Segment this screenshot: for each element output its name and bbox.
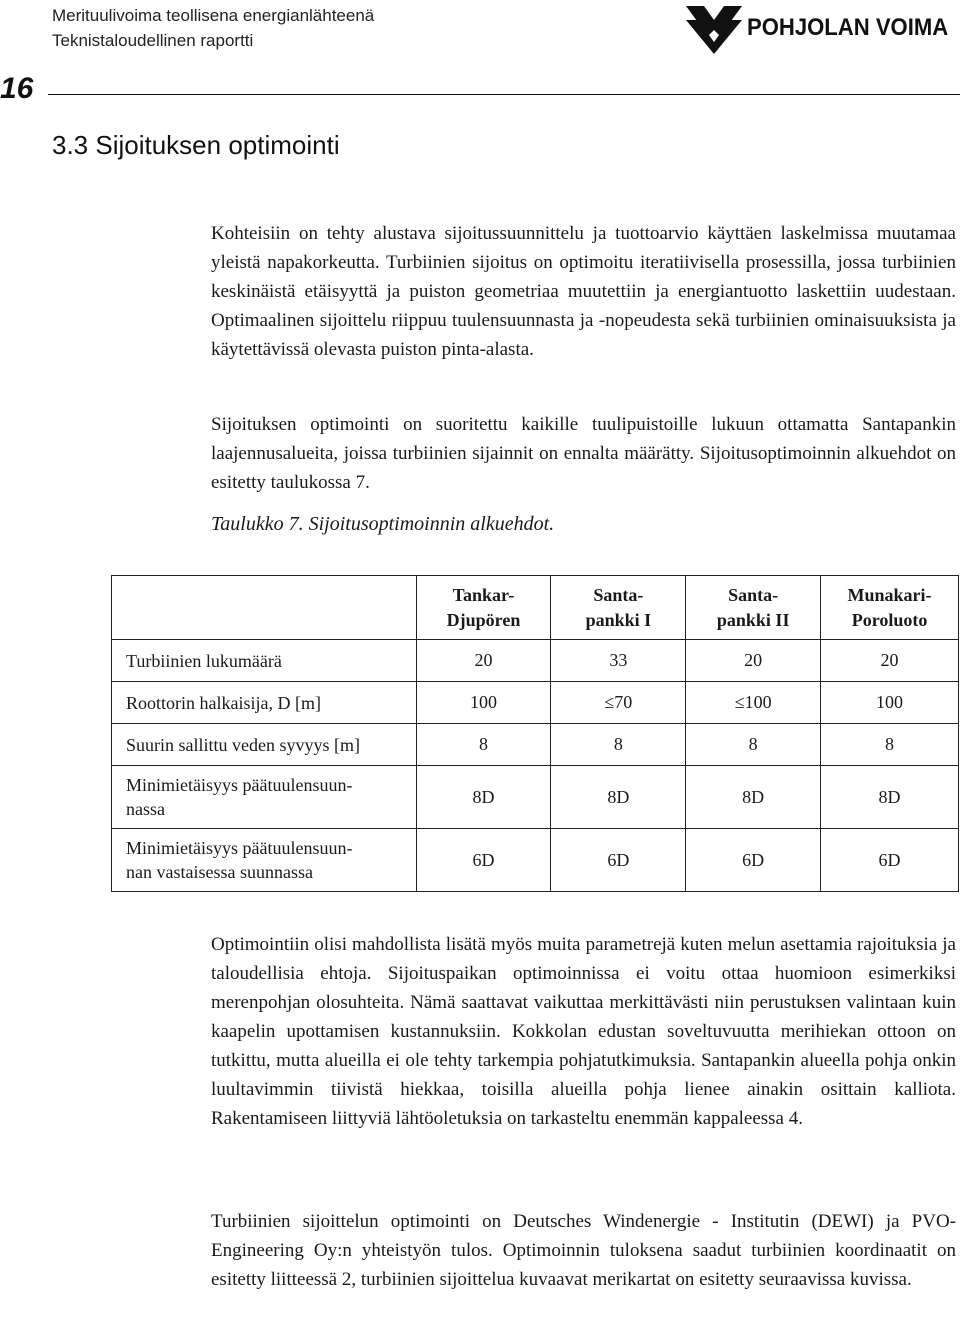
header-report-subtitle: Teknistaloudellinen raportti [52,31,254,50]
table-cell: 20 [686,640,821,682]
table-cell: 100 [821,682,959,724]
page-number: 16 [0,72,34,105]
table-header-row [112,576,959,640]
table-cell: 100 [416,682,551,724]
row-label: Suurin sallittu veden syvyys [m] [112,724,417,766]
table-cell: 8 [686,724,821,766]
table-cell: 20 [416,640,551,682]
column-header: Santa- pankki I [551,576,686,640]
column-header: Munakari- Poroluoto [821,576,959,640]
table-row [112,640,959,682]
header-rule [48,94,960,95]
row-label: Roottorin halkaisija, D [m] [112,682,417,724]
table-cell: 6D [416,829,551,892]
table-row [112,682,959,724]
table-row [112,724,959,766]
paragraph-other-parameters: Optimointiin olisi mahdollista lisätä myös muita parametrejä kuten melun asettamia rajoituksia ja taloudellisia ehtoja. Sijoituspaikan optimoinnissa ei voitu ottaa huomioon esimerkiksi merenpohjan olosuhteita. Nämä saattavat vaikuttaa merkittävästi niin perustuksen valintaan kuin kaapelin upottamisen kustannuksiin. Kokkolan edustan soveltuvuutta merihiekan ottoon on tutkittu, mutta alueilla ei ole tehty tarkempia pohjatutkimuksia. Santapankin alueella pohja onkin luultavimmin tiivistä hiekkaa, toisilla alueilla pohja lienee ainakin osittain kalliota. Rakentamiseen liittyviä lähtöoletuksia on tarkasteltu enemmän kappaleessa 4. [211,934,956,1129]
table-cell: 33 [551,640,686,682]
column-header: Tankar- Djupören [416,576,551,640]
table-cell: 20 [821,640,959,682]
table-caption: Taulukko 7. Sijoitusoptimoinnin alkuehdot. [211,513,555,535]
header-document-title: Merituulivoima teollisena energianlähteenä [52,6,375,25]
row-label: Turbiinien lukumäärä [112,640,417,682]
table-cell: 6D [551,829,686,892]
table-corner-cell [112,576,417,640]
pohjolan-voima-logo [684,4,954,58]
pohjolan-voima-logo-icon [684,4,744,54]
table-cell: 8 [416,724,551,766]
column-header: Santa- pankki II [686,576,821,640]
table-cell: 8 [821,724,959,766]
table-row [112,766,959,829]
logo-text: POHJOLAN VOIMA [747,14,949,41]
initial-conditions-table [111,575,959,892]
table-cell: 8D [416,766,551,829]
table-row [112,829,959,892]
row-label: Minimietäisyys päätuulensuun- nan vastaisessa suunnassa [112,829,417,892]
table-cell: 8D [821,766,959,829]
table-cell: 8D [686,766,821,829]
row-label: Minimietäisyys päätuulensuun- nassa [112,766,417,829]
table-cell: ≤100 [686,682,821,724]
section-heading: 3.3 Sijoituksen optimointi [52,130,340,160]
paragraph-intro: Kohteisiin on tehty alustava sijoitussuunnittelu ja tuottoarvio käyttäen laskelmissa muutamaa yleistä napakorkeutta. Turbiinien sijoitus on optimoitu iteratiivisella prosessilla, jossa turbiinien keskinäistä etäisyyttä ja puiston geometriaa muutettiin ja energiantuotto laskettiin uudestaan. Optimaalinen sijoittelu riippuu tuulensuunnasta ja -nopeudesta sekä turbiinien ominaisuuksista ja käytettävissä olevasta puiston pinta-alasta. [211,223,956,360]
table-cell: 8 [551,724,686,766]
table-cell: 6D [821,829,959,892]
table-cell: 8D [551,766,686,829]
paragraph-results: Turbiinien sijoittelun optimointi on Deutsches Windenergie - Institutin (DEWI) ja PVO-Engineering Oy:n yhteistyön tulos. Optimoinnin tuloksena saadut turbiinien koordinaatit on esitetty liitteessä 2, turbiinien sijoittelua kuvaavat merikartat on esitetty seuraavissa kuvissa. [211,1211,956,1290]
paragraph-scope: Sijoituksen optimointi on suoritettu kaikille tuulipuistoille lukuun ottamatta Santapankin laajennusalueita, joissa turbiinien sijainnit on ennalta määrätty. Sijoitusoptimoinnin alkuehdot on esitetty taulukossa 7. [211,414,956,493]
table-cell: 6D [686,829,821,892]
table-cell: ≤70 [551,682,686,724]
